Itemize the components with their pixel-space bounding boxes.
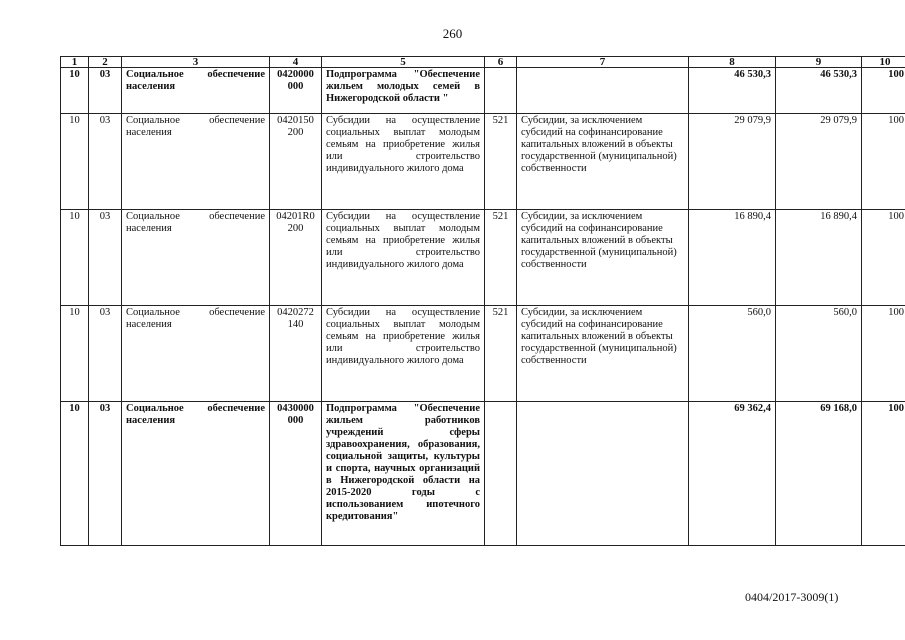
cell-planned: 16 890,4 [689, 210, 776, 306]
cell-expense-name: Субсидии, за исключением субсидий на софинансирование капитальных вложений в объекты государственной (муниципальной) собственности [517, 306, 689, 402]
cell-executed: 69 168,0 [776, 402, 862, 546]
cell-section-name: Социальное обеспечение населения [122, 114, 270, 210]
cell-section-name: Социальное обеспечение населения [122, 210, 270, 306]
cell-target-name: Субсидии на осуществление социальных выплат молодым семьям на приобретение жилья или строительство индивидуального жилого дома [322, 114, 485, 210]
document-code: 0404/2017-3009(1) [745, 590, 839, 604]
cell-percent: 100 [862, 210, 905, 306]
cell-expense-name [517, 402, 689, 546]
header-col-2: 2 [89, 57, 122, 68]
cell-executed: 560,0 [776, 306, 862, 402]
cell-expense-type: 521 [485, 306, 517, 402]
table-row [61, 114, 905, 210]
cell-expense-name: Субсидии, за исключением субсидий на софинансирование капитальных вложений в объекты государственной (муниципальной) собственности [517, 114, 689, 210]
cell-subsection: 03 [89, 210, 122, 306]
cell-percent: 100 [862, 402, 905, 546]
cell-section: 10 [61, 210, 89, 306]
cell-section: 10 [61, 68, 89, 114]
cell-target-name: Подпрограмма "Обеспечение жильем работников учреждений сферы здравоохранения, образования, социальной защиты, культуры и спорта, научных организаций в Нижегородской области на 2015-2020 годы с использованием ипотечного кредитования" [322, 402, 485, 546]
cell-executed: 46 530,3 [776, 68, 862, 114]
table-row [61, 306, 905, 402]
cell-subsection: 03 [89, 402, 122, 546]
cell-target-code: 0420000 000 [270, 68, 322, 114]
cell-target-code: 0420150 200 [270, 114, 322, 210]
header-col-4: 4 [270, 57, 322, 68]
header-col-1: 1 [61, 57, 89, 68]
cell-expense-type [485, 68, 517, 114]
cell-subsection: 03 [89, 306, 122, 402]
table-row [61, 68, 905, 114]
cell-planned: 29 079,9 [689, 114, 776, 210]
cell-subsection: 03 [89, 68, 122, 114]
cell-section: 10 [61, 306, 89, 402]
cell-percent: 100 [862, 306, 905, 402]
cell-expense-type: 521 [485, 114, 517, 210]
table-row [61, 402, 905, 546]
header-col-3: 3 [122, 57, 270, 68]
cell-target-code: 0430000 000 [270, 402, 322, 546]
header-col-10: 10 [862, 57, 905, 68]
cell-target-name: Субсидии на осуществление социальных выплат молодым семьям на приобретение жилья или строительство индивидуального жилого дома [322, 210, 485, 306]
header-col-9: 9 [776, 57, 862, 68]
header-col-7: 7 [517, 57, 689, 68]
header-col-6: 6 [485, 57, 517, 68]
cell-executed: 16 890,4 [776, 210, 862, 306]
cell-expense-name: Субсидии, за исключением субсидий на софинансирование капитальных вложений в объекты государственной (муниципальной) собственности [517, 210, 689, 306]
header-col-5: 5 [322, 57, 485, 68]
cell-section-name: Социальное обеспечение населения [122, 306, 270, 402]
cell-planned: 560,0 [689, 306, 776, 402]
cell-expense-type [485, 402, 517, 546]
table-row [61, 210, 905, 306]
cell-executed: 29 079,9 [776, 114, 862, 210]
cell-target-code: 04201R0 200 [270, 210, 322, 306]
cell-planned: 46 530,3 [689, 68, 776, 114]
header-col-8: 8 [689, 57, 776, 68]
cell-subsection: 03 [89, 114, 122, 210]
cell-section: 10 [61, 114, 89, 210]
cell-section: 10 [61, 402, 89, 546]
page-number: 260 [442, 26, 463, 41]
cell-target-name: Подпрограмма "Обеспечение жильем молодых семей в Нижегородской области " [322, 68, 485, 114]
cell-target-name: Субсидии на осуществление социальных выплат молодым семьям на приобретение жилья или строительство индивидуального жилого дома [322, 306, 485, 402]
cell-expense-name [517, 68, 689, 114]
cell-section-name: Социальное обеспечение населения [122, 402, 270, 546]
cell-section-name: Социальное обеспечение населения [122, 68, 270, 114]
cell-expense-type: 521 [485, 210, 517, 306]
header-row [61, 57, 905, 68]
cell-target-code: 0420272 140 [270, 306, 322, 402]
cell-percent: 100 [862, 114, 905, 210]
cell-planned: 69 362,4 [689, 402, 776, 546]
cell-percent: 100 [862, 68, 905, 114]
budget-table [60, 56, 905, 546]
